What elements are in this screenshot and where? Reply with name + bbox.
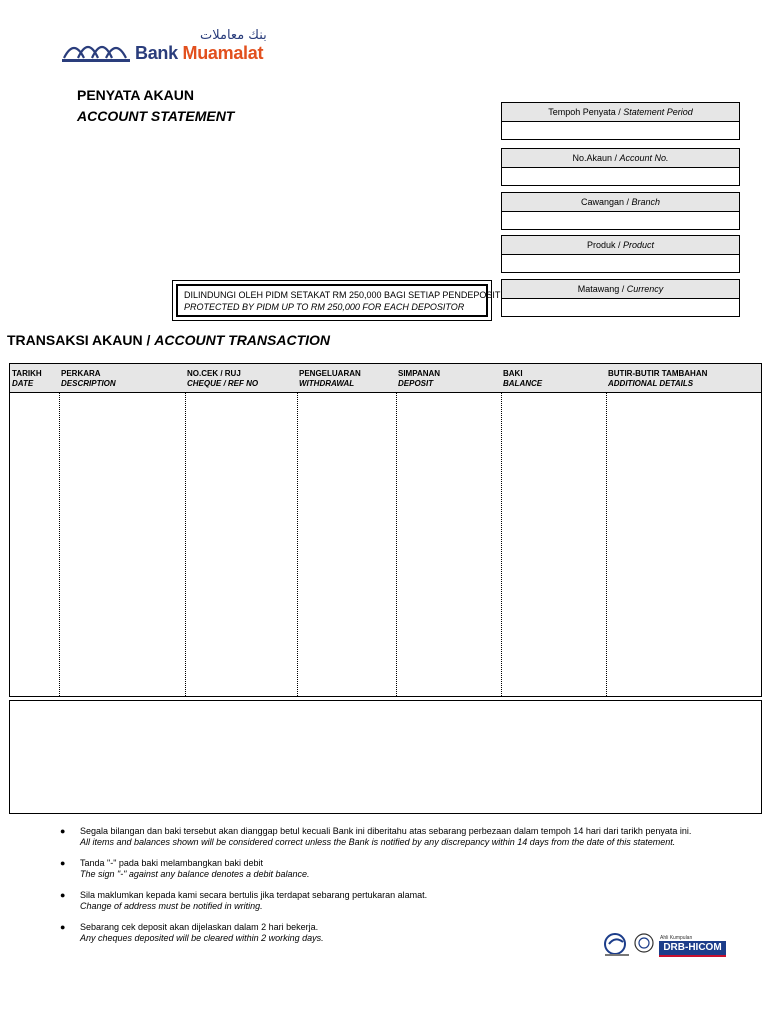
currency-box [501,279,740,317]
col-additional-details: BUTIR-BUTIR TAMBAHAN ADDITIONAL DETAILS [608,369,708,388]
brand-name [135,43,263,64]
pidm-notice [172,280,501,321]
account-no-value [502,168,739,185]
statement-period-box [501,102,740,140]
note-english: All items and balances shown will be considered correct unless the Bank is notified by any discrepancy within 14 days from the date of this statement. [80,837,676,847]
currency-label: Matawang / Currency [502,280,739,299]
certification-logo-icon [603,932,631,958]
col-withdrawal: PENGELUARAN WITHDRAWAL [299,369,361,388]
pidm-logo-icon [633,932,655,954]
bullet-icon: ● [60,922,66,932]
table-header [10,364,761,393]
note-english: Change of address must be notified in writing. [80,901,263,911]
section-title-malay: TRANSAKSI AKAUN / [7,332,155,348]
note-malay: Sila maklumkan kepada kami secara bertulis jika terdapat sebarang pertukaran alamat. [80,890,428,900]
summary-box [9,700,762,814]
pidm-notice-frame [176,284,501,317]
currency-value [502,299,739,316]
page-title-english: ACCOUNT STATEMENT [77,108,235,124]
list-item [60,826,750,848]
column-divider [185,393,186,696]
statement-period-value [502,122,739,139]
col-balance: BAKI BALANCE [503,369,543,388]
brand-name-bank: Bank [135,43,178,63]
product-label: Produk / Product [502,236,739,255]
transaction-table [9,363,762,697]
list-item [60,858,750,880]
column-divider [396,393,397,696]
section-title-english: ACCOUNT TRANSACTION [154,332,331,348]
brand-name-muamalat: Muamalat [182,43,264,63]
page-title-malay: PENYATA AKAUN [77,87,194,103]
brand-arabic: بنك معاملات [200,28,267,43]
pidm-notice-english: PROTECTED BY PIDM UP TO RM 250,000 FOR EACH DEPOSITOR [184,302,465,312]
branch-box [501,192,740,230]
list-item [60,890,750,912]
note-malay: Tanda "-" pada baki melambangkan baki debit [80,858,264,868]
bullet-icon: ● [60,858,66,868]
statement-period-label: Tempoh Penyata / Statement Period [502,103,739,122]
column-divider [59,393,60,696]
column-divider [297,393,298,696]
account-no-box [501,148,740,186]
product-box [501,235,740,273]
pidm-notice-malay: DILINDUNGI OLEH PIDM SETAKAT RM 250,000 BAGI SETIAP PENDEPOSIT [184,290,501,300]
branch-label: Cawangan / Branch [502,193,739,212]
note-malay: Sebarang cek deposit akan dijelaskan dalam 2 hari bekerja. [80,922,319,932]
note-english: The sign "-" against any balance denotes a debit balance. [80,869,310,879]
drb-hicom-logo: DRB-HICOM [659,941,726,957]
col-deposit: SIMPANAN DEPOSIT [398,369,441,388]
bullet-icon: ● [60,890,66,900]
col-date: TARIKH DATE [12,369,42,388]
group-caption: Ahli Kumpulan [660,935,693,941]
col-description: PERKARA DESCRIPTION [61,369,116,388]
product-value [502,255,739,272]
note-malay: Segala bilangan dan baki tersebut akan dianggap betul kecuali Bank ini diberitahu atas sebarang perbezaan dalam tempoh 14 hari dari tarikh penyata ini. [80,826,692,836]
account-no-label: No.Akaun / Account No. [502,149,739,168]
col-cheque-ref: NO.CEK / RUJ CHEQUE / REF NO [187,369,259,388]
column-divider [606,393,607,696]
branch-value [502,212,739,229]
bullet-icon: ● [60,826,66,836]
section-title [7,332,330,348]
note-english: Any cheques deposited will be cleared within 2 working days. [80,933,324,943]
column-divider [501,393,502,696]
